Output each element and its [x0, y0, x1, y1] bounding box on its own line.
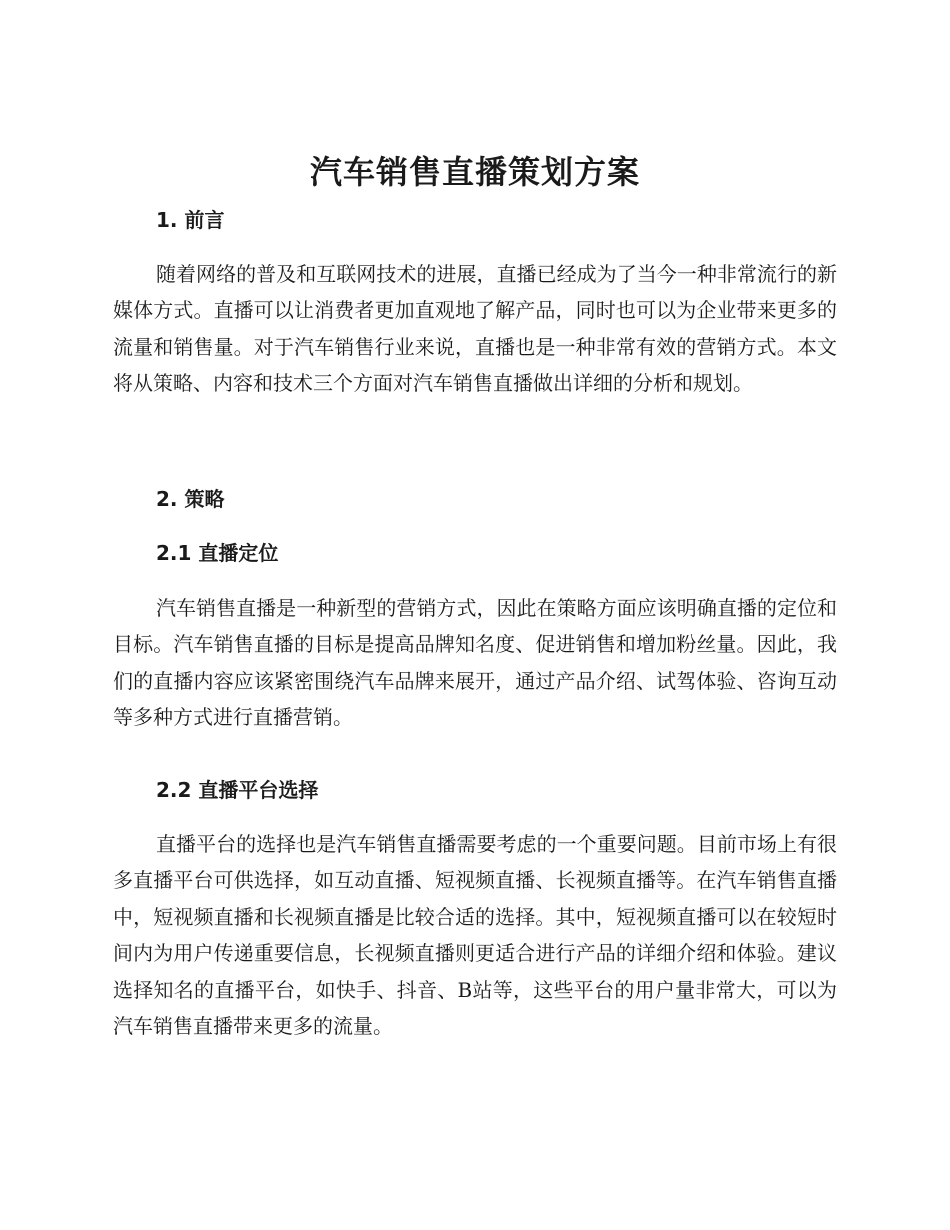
section-heading-preface: 1. 前言 [156, 208, 225, 232]
section-heading-platform: 2.2 直播平台选择 [156, 778, 319, 802]
section-heading-strategy: 2. 策略 [156, 487, 225, 511]
document-title: 汽车销售直播策划方案 [309, 153, 640, 191]
paragraph-positioning: 汽车销售直播是一种新型的营销方式，因此在策略方面应该明确直播的定位和目标。汽车销售直播的目标是提高品牌知名度、促进销售和增加粉丝量。因此，我们的直播内容应该紧密围绕汽车品牌来展开，通过产品介绍、试驾体验、咨询互动等多种方式进行直播营销。 [113, 596, 837, 730]
section-heading-positioning: 2.1 直播定位 [156, 541, 279, 565]
paragraph-preface: 随着网络的普及和互联网技术的进展，直播已经成为了当今一种非常流行的新媒体方式。直播可以让消费者更加直观地了解产品，同时也可以为企业带来更多的流量和销售量。对于汽车销售行业来说，直播也是一种非常有效的营销方式。本文将从策略、内容和技术三个方面对汽车销售直播做出详细的分析和规划。 [113, 262, 837, 396]
paragraph-platform: 直播平台的选择也是汽车销售直播需要考虑的一个重要问题。目前市场上有很多直播平台可供选择，如互动直播、短视频直播、长视频直播等。在汽车销售直播中，短视频直播和长视频直播是比较合适的选择。其中，短视频直播可以在较短时间内为用户传递重要信息，长视频直播则更适合进行产品的详细介绍和体验。建议选择知名的直播平台，如快手、抖音、B站等，这些平台的用户量非常大，可以为汽车销售直播带来更多的流量。 [113, 832, 837, 1039]
